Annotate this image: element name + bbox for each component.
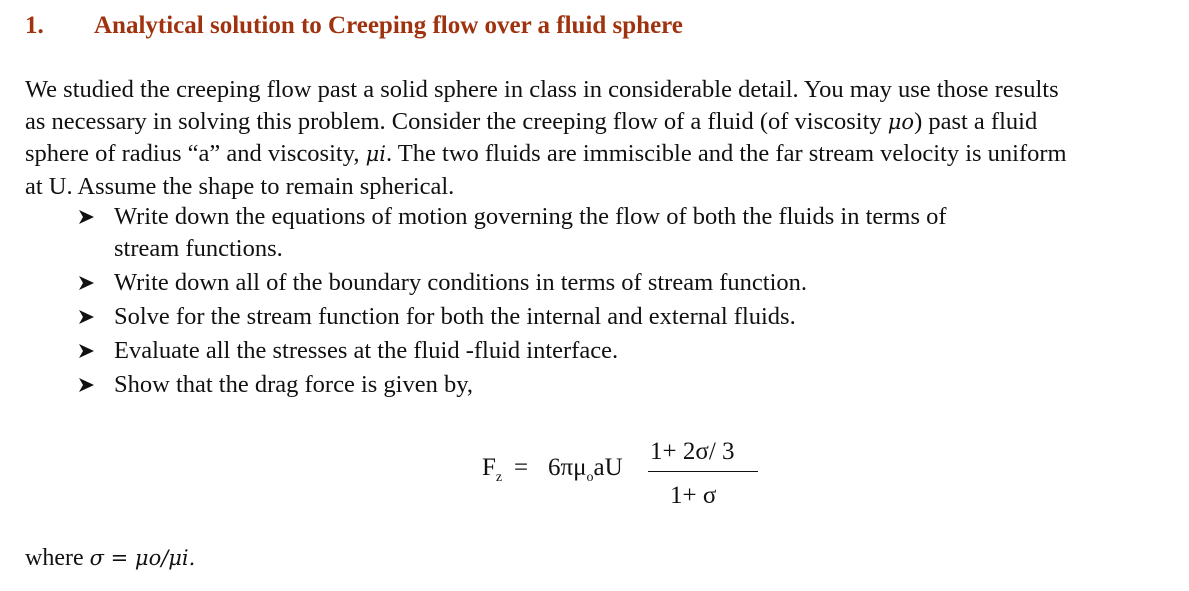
sigma-definition xyxy=(25,545,195,572)
fraction-denominator: 1+ σ xyxy=(670,482,717,509)
problem-title: Analytical solution to Creeping flow over a fluid sphere xyxy=(94,12,683,39)
task-text-continued: stream functions. xyxy=(114,235,283,262)
arrow-bullet-icon xyxy=(78,377,95,393)
task-text: Write down all of the boundary conditions in terms of stream function. xyxy=(114,269,808,296)
task-item xyxy=(78,201,947,265)
equals-sign: = xyxy=(514,454,529,481)
force-symbol: F xyxy=(482,454,496,481)
arrow-bullet-icon xyxy=(78,209,95,225)
description-line-2-tail: ) past a fluid xyxy=(914,107,1038,135)
problem-heading xyxy=(25,12,683,40)
description-line-1: We studied the creeping flow past a solid sphere in class in considerable detail. You may use those results xyxy=(25,76,1059,103)
fraction-numerator: 1+ 2σ/ 3 xyxy=(650,438,735,465)
description-line-3 xyxy=(25,138,1175,171)
where-label: where xyxy=(25,545,90,571)
description-line-4: at U. Assume the shape to remain spherical. xyxy=(25,172,455,200)
task-item xyxy=(78,335,947,367)
arrow-bullet-icon xyxy=(78,275,95,291)
coefficient-tail: aU xyxy=(593,454,623,481)
sigma-expression: σ = μo/μi. xyxy=(89,546,196,570)
mu-i-symbol: μi xyxy=(365,142,386,166)
task-text: Write down the equations of motion governing the flow of both the fluids in terms of xyxy=(114,203,947,230)
coefficient-text: 6πμ xyxy=(548,454,587,481)
force-subscript: z xyxy=(495,470,503,485)
fraction-bar xyxy=(648,471,758,472)
arrow-bullet-icon xyxy=(78,343,95,359)
task-item xyxy=(78,267,947,299)
description-line-3-text: sphere of radius “a” and viscosity, xyxy=(25,140,366,167)
description-line-3-tail: . The two fluids are immiscible and the far stream velocity is uniform xyxy=(386,140,1067,167)
arrow-bullet-icon xyxy=(78,309,95,325)
task-item xyxy=(78,301,947,333)
description-line-2-text: as necessary in solving this problem. Consider the creeping flow of a fluid (of viscosity xyxy=(25,107,888,135)
mu-o-symbol: μo xyxy=(887,109,915,134)
equation-lhs xyxy=(482,454,502,486)
equation-coefficient xyxy=(548,454,623,486)
coefficient-subscript: o xyxy=(586,470,594,485)
description-line-2 xyxy=(25,106,1175,139)
task-text: Show that the drag force is given by, xyxy=(114,371,474,398)
task-list xyxy=(78,201,947,403)
problem-number: 1. xyxy=(25,12,44,39)
task-text: Evaluate all the stresses at the fluid -fluid interface. xyxy=(114,337,619,364)
task-text: Solve for the stream function for both the internal and external fluids. xyxy=(114,303,796,330)
problem-description xyxy=(25,74,1175,202)
task-item xyxy=(78,369,947,401)
